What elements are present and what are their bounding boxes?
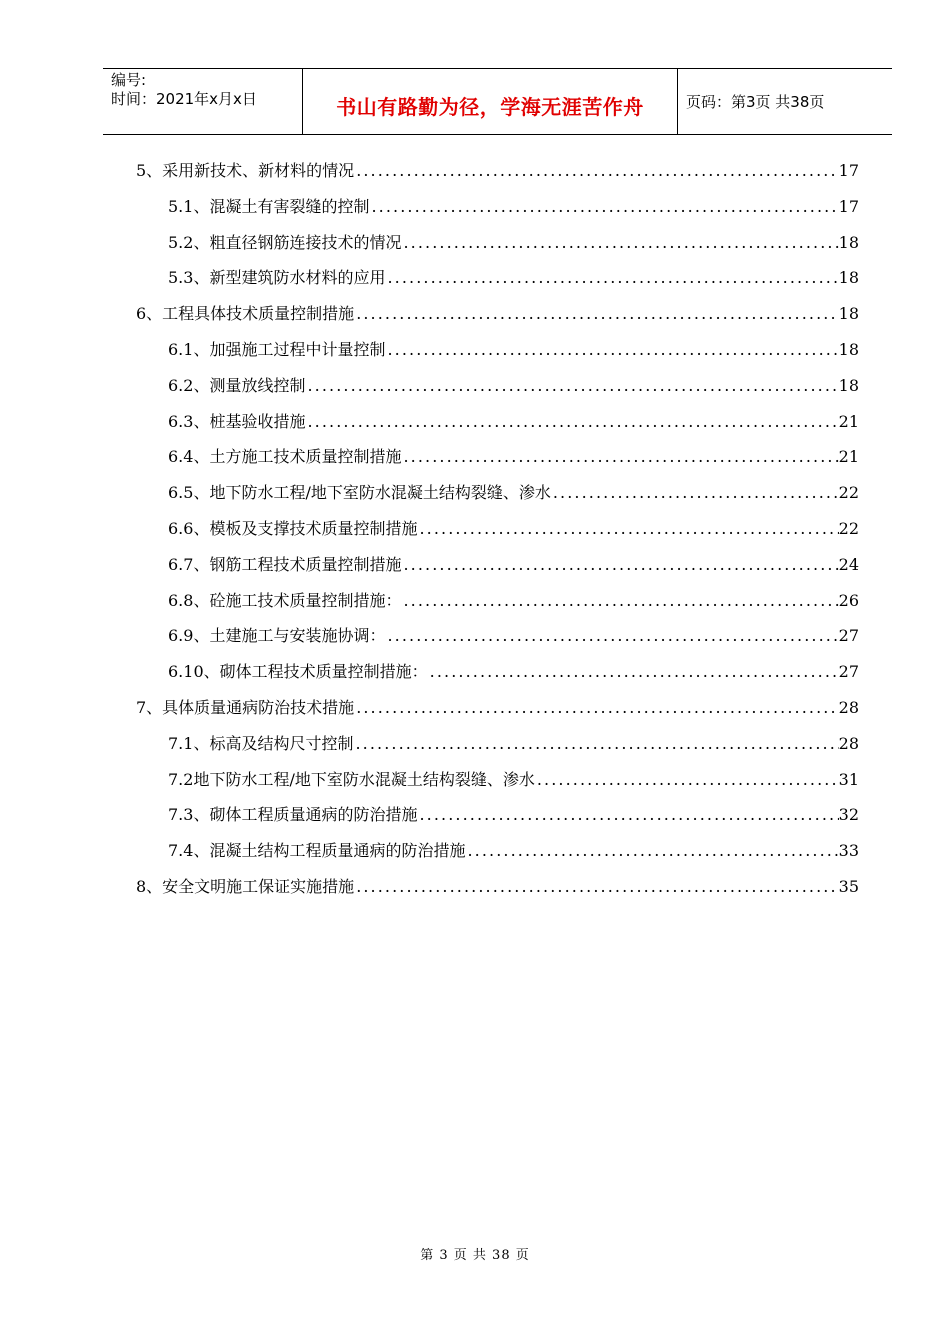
toc-entry-label: 7.3、砌体工程质量通病的防治措施 (168, 805, 418, 825)
toc-entry-page: 17 (838, 161, 859, 180)
toc-entry-label: 6.1、加强施工过程中计量控制 (168, 340, 386, 359)
toc-entry-label: 6、工程具体技术质量控制措施 (136, 304, 355, 324)
toc-entry-page: 27 (838, 662, 859, 682)
toc-entry-label: 6.6、模板及支撑技术质量控制措施 (168, 519, 418, 538)
page-header (103, 68, 892, 135)
toc-entry-page: 22 (838, 483, 859, 503)
toc-entry-label: 5、采用新技术、新材料的情况 (136, 161, 355, 180)
header-motto-cell (303, 69, 678, 134)
toc-leader-dots (401, 443, 838, 471)
toc-entry-label: 6.2、测量放线控制 (168, 375, 306, 395)
toc-entry-label: 5.1、混凝土有害裂缝的控制 (168, 196, 370, 216)
toc-entry-label: 6.4、土方施工技术质量控制措施 (168, 447, 402, 467)
toc-entry-page: 17 (838, 196, 859, 216)
page-footer (0, 1244, 950, 1263)
header-page-label: 页码：第3页 共38页 (686, 93, 825, 111)
toc-leader-dots (369, 193, 838, 221)
toc-entry[interactable] (168, 801, 859, 829)
toc-entry[interactable] (168, 658, 859, 686)
toc-leader-dots (401, 587, 838, 615)
toc-entry-page: 28 (838, 733, 859, 753)
footer-page-number: 第 3 页 共 38 页 (420, 1248, 530, 1263)
toc-entry-page: 21 (838, 411, 859, 431)
toc-leader-dots (428, 658, 839, 686)
toc-entry[interactable] (168, 587, 859, 615)
header-page-cell (678, 69, 892, 134)
toc-leader-dots (551, 479, 839, 507)
toc-leader-dots (354, 873, 838, 901)
toc-leader-dots (354, 157, 838, 185)
toc-entry-page: 18 (838, 375, 859, 395)
toc-entry-page: 18 (838, 268, 859, 288)
toc-leader-dots (417, 801, 838, 829)
toc-entry[interactable] (168, 515, 859, 543)
toc-entry[interactable] (168, 264, 859, 292)
toc-leader-dots (385, 622, 838, 650)
toc-leader-dots (385, 336, 838, 364)
header-meta-cell (103, 69, 303, 134)
toc-entry-page: 24 (838, 554, 859, 574)
toc-entry-label: 7.4、混凝土结构工程质量通病的防治措施 (168, 841, 466, 861)
toc-entry[interactable] (168, 837, 859, 865)
toc-entry-page: 32 (838, 805, 859, 825)
toc-leader-dots (354, 300, 838, 328)
toc-leader-dots (401, 551, 838, 579)
toc-leader-dots (465, 837, 838, 865)
toc-entry[interactable] (168, 372, 859, 400)
number-label: 编号: (111, 71, 147, 89)
toc-entry-label: 6.8、砼施工技术质量控制措施： (168, 590, 402, 610)
toc-entry-label: 6.5、地下防水工程/地下室防水混凝土结构裂缝、渗水 (168, 483, 551, 503)
toc-entry[interactable] (168, 730, 859, 758)
time-label: 时间：2021年x月x日 (111, 90, 257, 108)
toc-entry[interactable] (168, 229, 859, 257)
toc-entry[interactable] (168, 622, 859, 650)
toc-entry[interactable] (136, 300, 859, 328)
toc-entry-page: 22 (838, 519, 859, 538)
toc-entry[interactable] (168, 443, 859, 471)
toc-entry[interactable] (168, 408, 859, 436)
toc-entry-label: 5.3、新型建筑防水材料的应用 (168, 268, 386, 288)
toc-entry-page: 31 (838, 769, 859, 789)
toc-entry-page: 26 (838, 590, 859, 610)
toc-entry-label: 6.10、砌体工程技术质量控制措施： (168, 662, 428, 682)
toc-entry-label: 7.1、标高及结构尺寸控制 (168, 733, 354, 753)
toc-entry-page: 27 (838, 626, 859, 646)
toc-entry-page: 18 (838, 232, 859, 252)
toc-entry-page: 33 (838, 841, 859, 861)
toc-leader-dots (401, 229, 838, 257)
toc-entry[interactable] (168, 479, 859, 507)
toc-leader-dots (535, 766, 839, 794)
toc-entry-label: 6.7、钢筋工程技术质量控制措施 (168, 554, 402, 574)
toc-entry-label: 6.9、土建施工与安装施协调： (168, 626, 386, 646)
toc-entry-page: 35 (838, 877, 859, 896)
toc-entry[interactable] (136, 873, 859, 901)
toc-entry[interactable] (136, 694, 859, 722)
toc-entry-page: 21 (838, 447, 859, 467)
toc-entry-page: 18 (838, 340, 859, 359)
toc-entry[interactable] (168, 336, 859, 364)
toc-leader-dots (354, 694, 838, 722)
toc-entry[interactable] (168, 193, 859, 221)
toc-entry-label: 8、安全文明施工保证实施措施 (136, 877, 355, 896)
toc-entry[interactable] (136, 157, 859, 185)
toc-entry[interactable] (168, 551, 859, 579)
toc-leader-dots (305, 408, 838, 436)
toc-entry-label: 5.2、粗直径钢筋连接技术的情况 (168, 232, 402, 252)
motto-text: 书山有路勤为径，学海无涯苦作舟 (336, 95, 644, 119)
toc-entry-page: 18 (838, 304, 859, 324)
toc-leader-dots (353, 730, 838, 758)
toc-leader-dots (417, 515, 838, 543)
toc-leader-dots (305, 372, 838, 400)
toc-entry-label: 7、具体质量通病防治技术措施 (136, 698, 355, 717)
toc-entry[interactable] (168, 766, 859, 794)
toc-leader-dots (385, 264, 838, 292)
toc-entry-label: 6.3、桩基验收措施 (168, 411, 306, 431)
toc-entry-label: 7.2地下防水工程/地下室防水混凝土结构裂缝、渗水 (168, 769, 535, 789)
toc-entry-page: 28 (838, 698, 859, 717)
